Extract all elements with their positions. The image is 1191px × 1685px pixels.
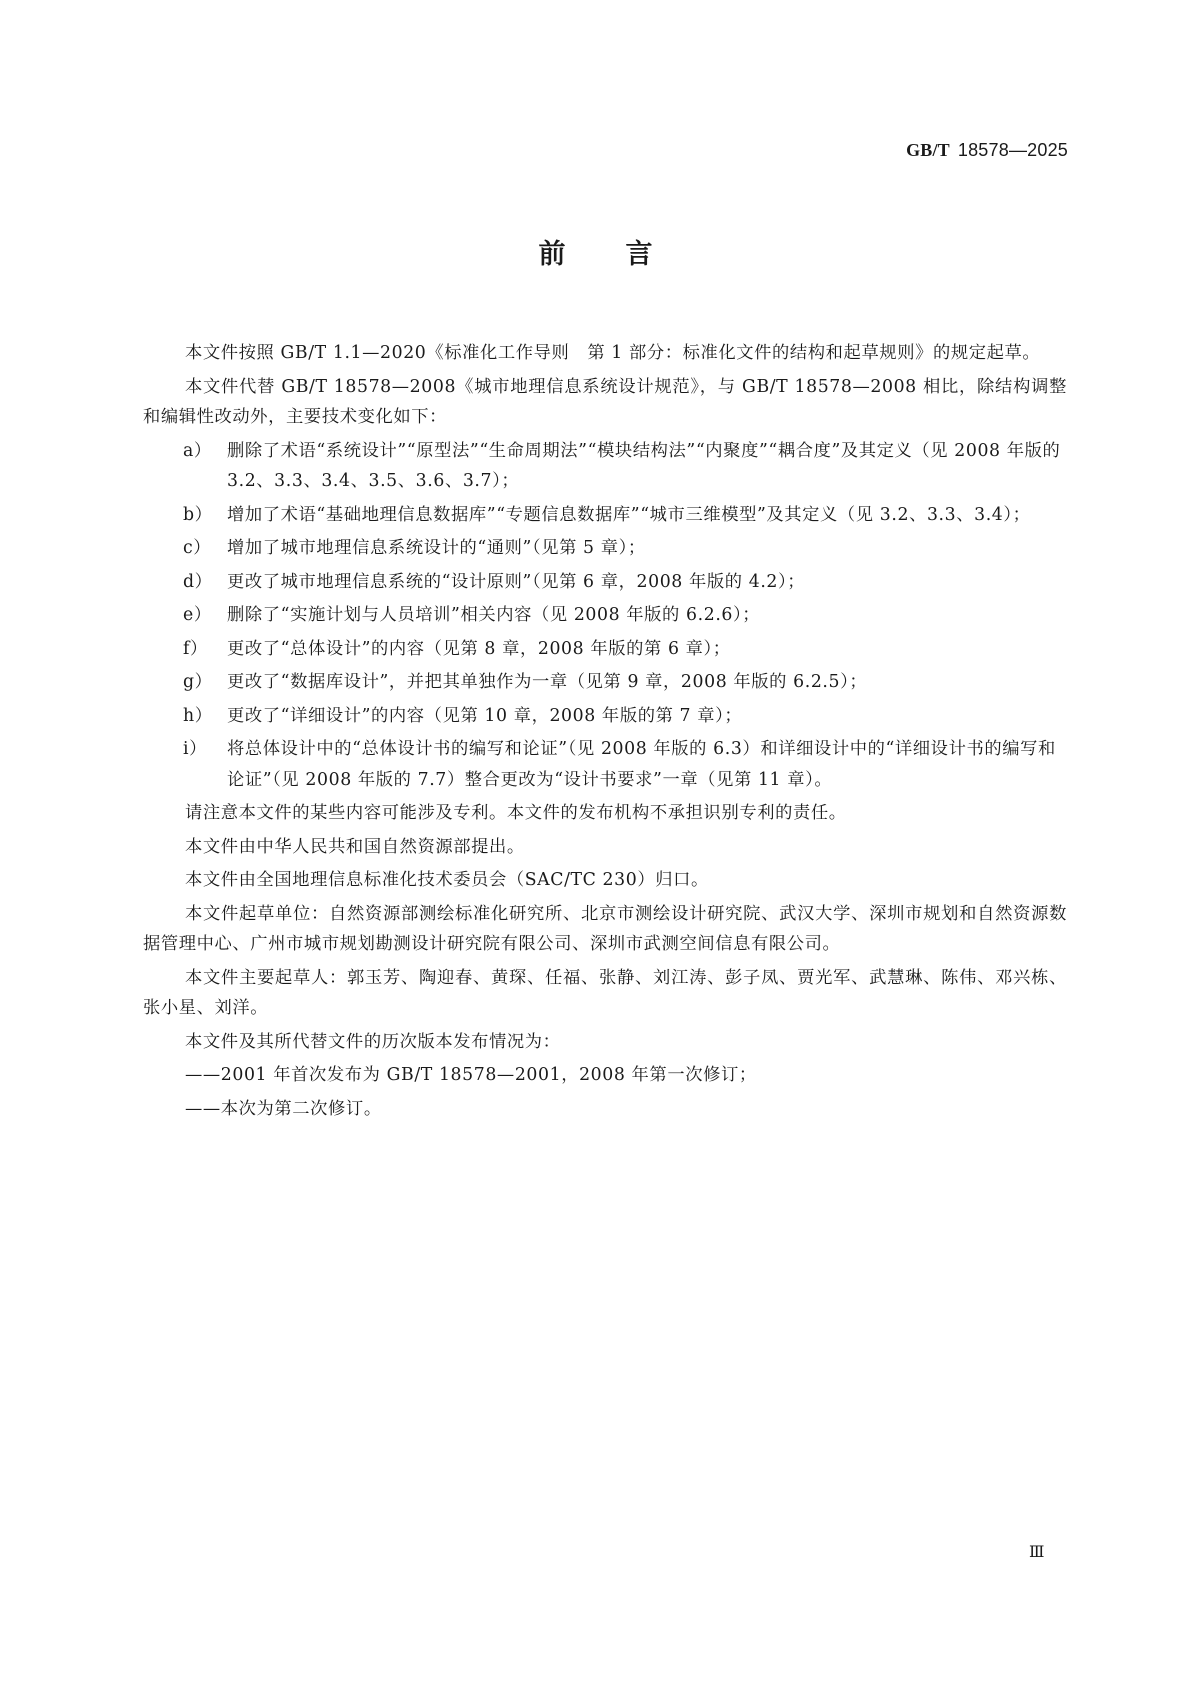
history-item: ——本次为第二次修订。 [185,1098,382,1119]
list-item-text: 增加了术语“基础地理信息数据库”“专题信息数据库”“城市三维模型”及其定义（见 3.2、3.3、3.4）； [227,504,1031,525]
list-marker: h） [183,705,213,726]
list-marker: g） [183,672,213,692]
foreword-body [143,338,1067,1124]
page-title [0,232,1191,271]
list-item [143,567,1067,598]
paragraph-drafting-units: 本文件起草单位：自然资源部测绘标准化研究所、北京市测绘设计研究院、武汉大学、深圳市规划和自然资源数据管理中心、广州市城市规划勘测设计研究院有限公司、深圳市武测空间信息有限公司。 [143,903,1067,954]
list-marker: c） [183,538,212,558]
list-item [143,500,1067,531]
paragraph-drafters: 本文件主要起草人：郭玉芳、陶迎春、黄琛、任福、张静、刘江涛、彭子凤、贾光军、武慧琳、陈伟、邓兴栋、张小星、刘洋。 [143,967,1067,1018]
list-marker: d） [183,571,213,592]
list-item-text: 更改了“数据库设计”，并把其单独作为一章（见第 9 章，2008 年版的 6.2.5）； [227,672,868,692]
list-item [143,533,1067,564]
list-item [143,634,1067,665]
list-item-text: 删除了“实施计划与人员培训”相关内容（见 2008 年版的 6.2.6）； [227,605,761,625]
paragraph-replacement: 本文件代替 GB/T 18578—2008《城市地理信息系统设计规范》，与 GB/T 18578—2008 相比，除结构调整和编辑性改动外，主要技术变化如下： [143,376,1067,427]
paragraph-drafting-rules: 本文件按照 GB/T 1.1—2020《标准化工作导则 第 1 部分：标准化文件的结构和起草规则》的规定起草。 [185,343,1041,363]
list-marker: i） [183,739,208,759]
paragraph-proposer: 本文件由中华人民共和国自然资源部提出。 [185,836,525,857]
list-item-text: 删除了术语“系统设计”“原型法”“生命周期法”“模块结构法”“内聚度”“耦合度”及其定义（见 2008 年版的 3.2、3.3、3.4、3.5、3.6、3.7）； [227,440,1061,491]
title-char-2: 言 [625,239,653,270]
list-marker: e） [183,605,212,625]
paragraph-committee: 本文件由全国地理信息标准化技术委员会（SAC/TC 230）归口。 [185,870,709,890]
list-item-text: 更改了城市地理信息系统的“设计原则”（见第 6 章，2008 年版的 4.2）； [227,571,806,592]
page-number: Ⅲ [1029,1542,1044,1561]
paragraph-patent-notice: 请注意本文件的某些内容可能涉及专利。本文件的发布机构不承担识别专利的责任。 [185,803,847,823]
list-marker: b） [183,504,213,525]
title-char-1: 前 [538,239,566,270]
list-item [143,436,1067,497]
list-item [143,600,1067,631]
list-item-text: 将总体设计中的“总体设计书的编写和论证”（见 2008 年版的 6.3）和详细设计中的“详细设计书的编写和论证”（见 2008 年版的 7.7）整合更改为“设计书要求”一章（见第 11 章）。 [227,739,1056,790]
list-item-text: 增加了城市地理信息系统设计的“通则”（见第 5 章）； [227,538,646,558]
list-marker: a） [183,440,212,461]
paragraph-version-history: 本文件及其所代替文件的历次版本发布情况为： [185,1031,561,1052]
list-item-text: 更改了“详细设计”的内容（见第 10 章，2008 年版的第 7 章）； [227,705,743,726]
technical-changes-list [143,436,1067,796]
standard-number: 18578—2025 [957,140,1068,160]
standard-code [906,140,1068,161]
history-item: ——2001 年首次发布为 GB/T 18578—2001，2008 年第一次修订； [185,1065,757,1085]
standard-prefix: GB/T [906,140,950,160]
list-marker: f） [183,638,208,659]
list-item-text: 更改了“总体设计”的内容（见第 8 章，2008 年版的第 6 章）； [227,638,731,659]
list-item [143,734,1067,795]
list-item [143,701,1067,732]
list-item [143,667,1067,698]
